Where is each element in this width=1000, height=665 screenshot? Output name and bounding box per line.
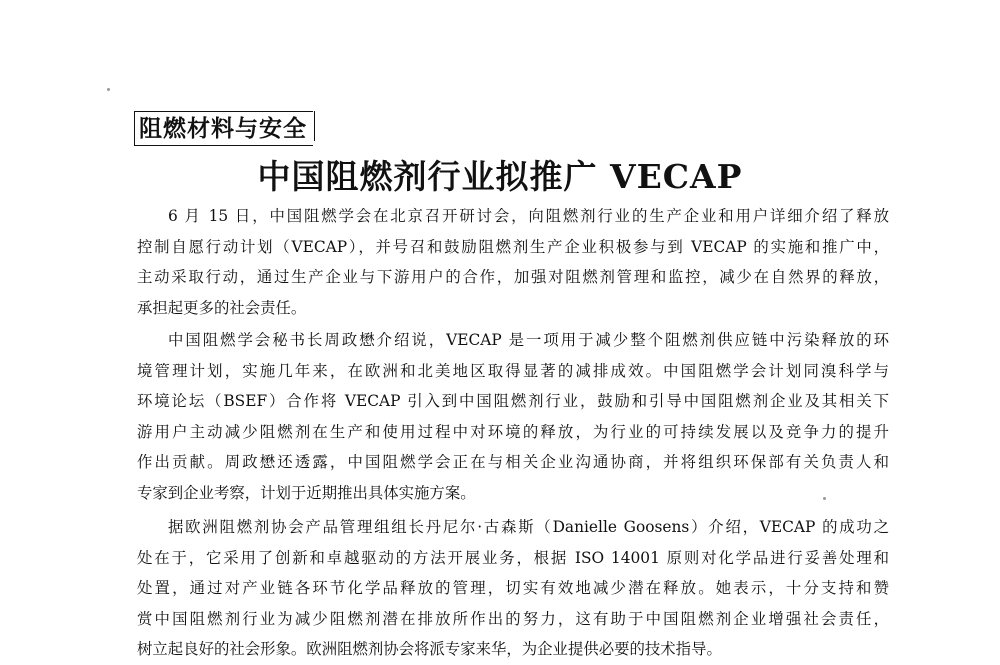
paragraph-line: 游用户主动减少阻燃剂在生产和使用过程中对环境的释放，为行业的可持续发展以及竞争力的提升 [137,422,889,441]
article-title: 中国阻燃剂行业拟推广 VECAP [257,157,743,196]
paragraph-2 [137,325,889,509]
paragraph-line: 树立起良好的社会形象。欧洲阻燃剂协会将派专家来华，为企业提供必要的技术指导。 [137,640,722,659]
paragraph-3 [137,512,889,665]
paragraph-line: 据欧洲阻燃剂协会产品管理组组长丹尼尔·古森斯（Danielle Goosens）介绍，VECAP 的成功之 [168,518,889,536]
paragraph-line: 境管理计划，实施几年来，在欧洲和北美地区取得显著的减排成效。中国阻燃学会计划同溴科学与 [137,361,889,380]
section-tag: 阻燃材料与安全 [134,111,313,146]
paragraph-line: 处在于，它采用了创新和卓越驱动的方法开展业务，根据 ISO 14001 原则对化学品进行妥善处理和 [137,548,889,567]
paragraph-line: 6 月 15 日，中国阻燃学会在北京召开研讨会，向阻燃剂行业的生产企业和用户详细介绍了释放 [168,207,889,225]
scan-speck [107,88,110,91]
paragraph-line: 赏中国阻燃剂行业为减少阻燃剂潜在排放所作出的努力，这有助于中国阻燃剂企业增强社会责任， [137,609,889,628]
paragraph-1 [137,201,889,323]
scan-speck [823,497,826,500]
paragraph-line: 承担起更多的社会责任。 [137,298,307,317]
paragraph-line: 处置，通过对产业链各环节化学品释放的管理，切实有效地减少潜在释放。她表示，十分支持和赞 [137,579,889,598]
paragraph-line: 专家到企业考察，计划于近期推出具体实施方案。 [137,483,476,502]
paragraph-line: 中国阻燃学会秘书长周政懋介绍说，VECAP 是一项用于减少整个阻燃剂供应链中污染释放的环 [168,331,889,349]
paragraph-line: 控制自愿行动计划（VECAP），并号召和鼓励阻燃剂生产企业积极参与到 VECAP 的实施和推广中， [137,237,889,256]
paragraph-line: 主动采取行动，通过生产企业与下游用户的合作，加强对阻燃剂管理和监控，减少在自然界的释放， [137,268,889,287]
paragraph-line: 作出贡献。周政懋还透露，中国阻燃学会正在与相关企业沟通协商，并将组织环保部有关负责人和 [137,453,889,472]
paragraph-line: 环境论坛（BSEF）合作将 VECAP 引入到中国阻燃剂行业，鼓励和引导中国阻燃剂企业及其相关下 [137,392,889,411]
